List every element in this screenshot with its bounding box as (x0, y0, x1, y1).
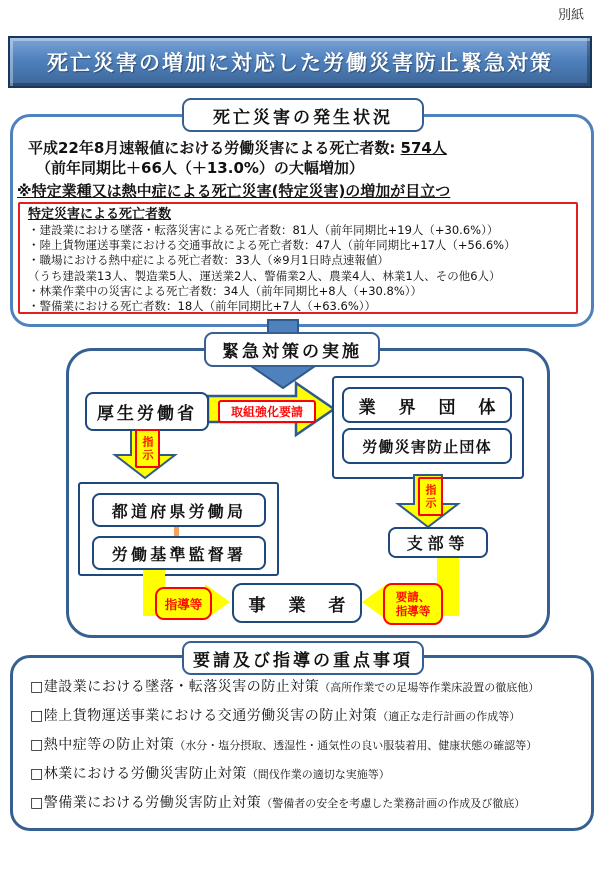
title-banner (8, 36, 592, 88)
node-labor-standards-office-label: 労働基準監督署 (111, 544, 247, 564)
node-employers-label: 事業者 (248, 595, 369, 616)
guidance-label (155, 587, 212, 620)
node-employers (232, 583, 369, 623)
measures-title-text: 緊急対策の実施 (222, 342, 362, 362)
priority-item (30, 676, 539, 696)
list-item: ・林業作業中の災害による死亡者数：34人（前年同期比+8人（+30.8%）） (28, 283, 423, 298)
priority-item (30, 763, 390, 783)
list-item: （うち建設業13人、製造業5人、運送業2人、警備業2人、農業4人、林業1人、その他6人） (28, 268, 501, 283)
node-disaster-prevention-org-label: 労働災害防止団体 (362, 437, 492, 456)
instruction-right-text: 指示 (424, 483, 437, 510)
fatalities-headline-value: 574人 (400, 139, 447, 157)
node-labor-standards-office (92, 536, 266, 570)
node-industry-org (342, 387, 519, 423)
measures-section-title (204, 332, 380, 367)
node-mhlw (85, 392, 209, 431)
priority-item-main: □陸上貨物運送事業における交通労働災害の防止対策 (30, 708, 378, 724)
request-guidance-line1: 要請、 (395, 589, 431, 604)
priority-item-main: □建設業における墜落・転落災害の防止対策 (30, 679, 320, 695)
fatalities-subline: （前年同期比＋66人（＋13.0%）の大幅増加） (36, 159, 364, 177)
strengthen-request-text: 取組強化要請 (230, 405, 303, 419)
list-item: ・職場における熱中症による死亡者数：33人（※9月1日時点速報値） (28, 253, 389, 268)
note-line: ※特定業種又は熱中症による死亡災害(特定災害)の増加が目立つ (17, 182, 451, 200)
priority-title-text: 要請及び指導の重点事項 (193, 650, 413, 671)
request-guidance-line2: 指導等 (395, 604, 431, 618)
priority-item-sub: （水分・塩分摂取、透湿性・通気性の良い服装着用、健康状態の確認等） (174, 739, 538, 752)
fatalities-headline-prefix: 平成22年8月速報値における労働災害による死亡者数: (28, 139, 401, 157)
priority-item (30, 705, 520, 725)
list-item: ・建設業における墜落・転落災害による死亡者数：81人（前年同期比+19人（+30.6%）） (28, 223, 499, 237)
request-guidance-label (383, 583, 443, 625)
node-disaster-prevention-org (342, 428, 512, 464)
node-branches (388, 527, 488, 558)
node-mhlw-label: 厚生労働省 (96, 404, 198, 424)
node-pref-labor-bureau (92, 493, 266, 527)
node-pref-labor-bureau-label: 都道府県労働局 (111, 501, 247, 521)
list-item: ・警備業における死亡者数：18人（前年同期比+7人（+63.6%）） (28, 299, 377, 314)
priority-section-title (182, 641, 424, 675)
instruction-label-left (135, 429, 160, 468)
specified-disaster-box (18, 202, 578, 314)
guidance-text: 指導等 (164, 596, 203, 612)
priority-item-sub: （間伐作業の適切な実施等） (246, 768, 390, 781)
specified-disaster-title: 特定災害による死亡者数 (28, 207, 172, 222)
strengthen-request-label (218, 400, 316, 423)
page-title: 死亡災害の増加に対応した労働災害防止緊急対策 (47, 51, 553, 75)
priority-item-sub: （警備者の安全を考慮した業務計画の作成及び徹底） (261, 797, 526, 810)
priority-item-main: □警備業における労働災害防止対策 (30, 795, 262, 811)
priority-item-main: □林業における労働災害防止対策 (30, 766, 247, 782)
instruction-left-text: 指示 (141, 435, 154, 462)
priority-item-sub: （高所作業での足場等作業床設置の徹底他） (319, 681, 540, 694)
occurrence-title-text: 死亡災害の発生状況 (213, 107, 393, 128)
node-industry-org-label: 業界団体 (358, 397, 519, 418)
priority-item (30, 792, 525, 812)
instruction-label-right (418, 477, 443, 516)
corner-label: 別紙 (557, 8, 584, 23)
node-branches-label: 支部等 (406, 534, 470, 553)
priority-item-main: □熱中症等の防止対策 (30, 737, 175, 753)
priority-item-sub: （適正な走行計画の作成等） (377, 710, 521, 723)
priority-item (30, 734, 537, 754)
occurrence-section-title (182, 98, 424, 132)
fatalities-headline (28, 137, 447, 158)
list-item: ・陸上貨物運送事業における交通事故による死亡者数：47人（前年同期比+17人（+56.6%） (28, 238, 516, 253)
